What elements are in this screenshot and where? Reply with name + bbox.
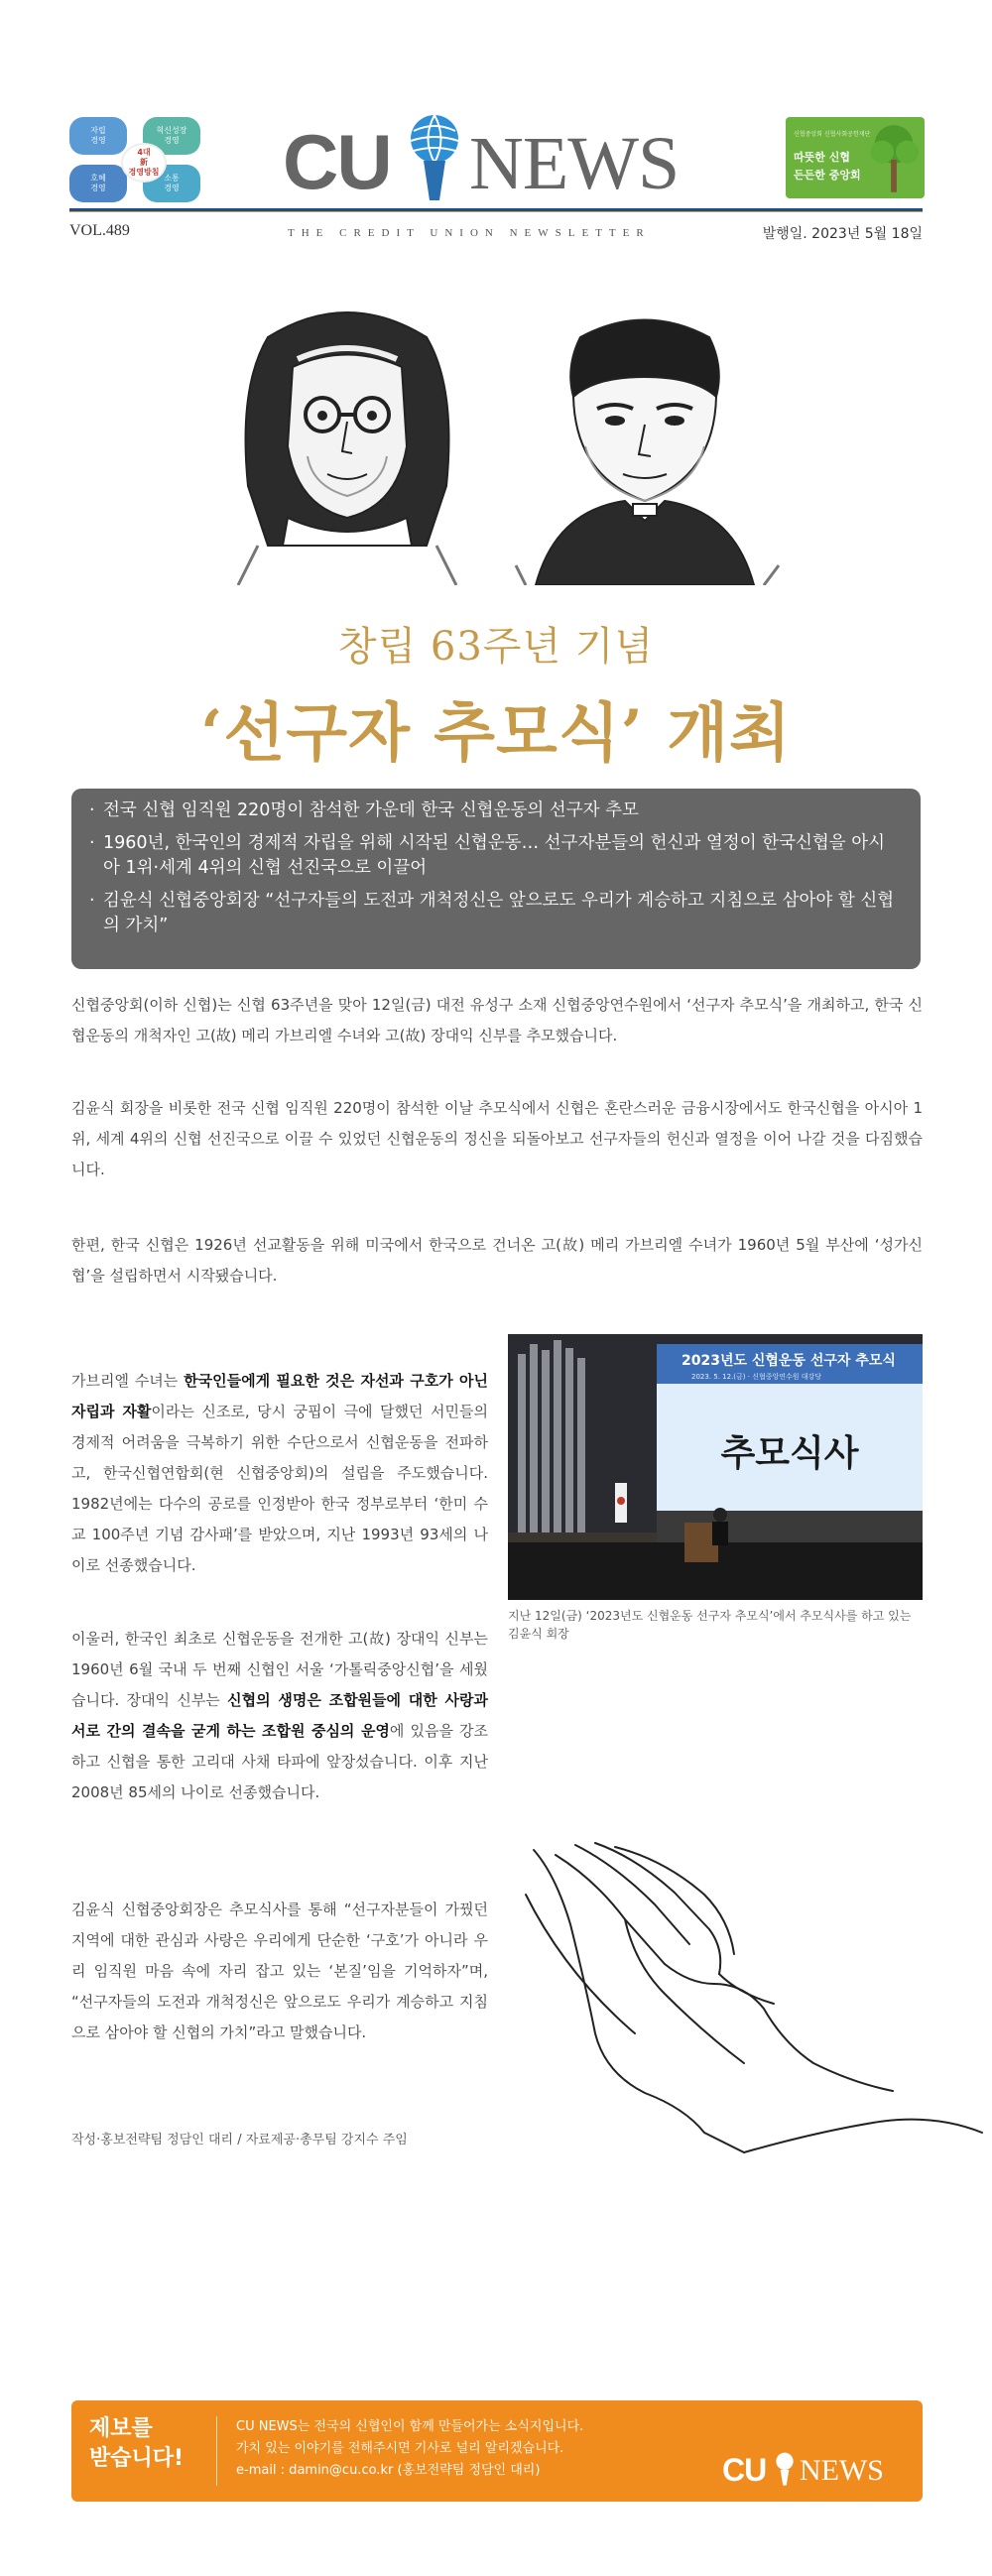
badge-reciprocity: 호혜 경영	[69, 165, 127, 202]
body-paragraph-2: 김윤식 회장을 비롯한 전국 신협 임직원 220명이 참석한 이날 추모식에서 신협은 혼란스러운 금융시장에서도 한국신협을 아시아 1위, 세계 4위의 신협 선진국으로 이끌 수 있었던 신협운동의 정신을 되돌아보고 선구자들의 헌신과 열정을 이어 나갈 것을 다짐했습니다.	[71, 1099, 923, 1178]
pioneers-portrait-illustration	[198, 298, 794, 585]
summary-item: · 전국 신협 임직원 220명이 참석한 가운데 한국 신협운동의 선구자 추모	[89, 798, 897, 823]
badge-communication: 소통 경영	[143, 165, 200, 202]
memorial-event-photo[interactable]	[508, 1334, 923, 1600]
badge-innovation: 혁신성장 경영	[143, 117, 200, 155]
text-run: 이라는 신조로, 당시 궁핍이 극에 달했던 서민들의 경제적 어려움을 극복하기 위한 수단으로서 신협운동을 전파하고, 한국신협연합회(현 신협중앙회)의 설립을 주도했습니다. 1982년에는 다수의 공로를 인정받아 한국 정부로부터 ‘한미 수교 100주년 기념 감사패’를 받았으며, 지난 1993년 93세의 나이로 선종했습니다.	[71, 1403, 488, 1574]
footer-title-line1: 제보를	[89, 2416, 153, 2441]
banner-small-text: 신협중앙회 신협사회공헌재단	[794, 131, 871, 138]
footer-divider	[216, 2416, 217, 2486]
globe-microphone-icon	[400, 111, 469, 206]
header-rule-accent	[69, 211, 923, 212]
tree-icon	[865, 119, 923, 196]
management-policy-badges	[69, 117, 218, 206]
column-paragraph-gabriel	[71, 1366, 488, 1581]
badge-self-reliance: 자립 경영	[69, 117, 127, 155]
footer-logo-news: NEWS	[800, 2454, 884, 2487]
newsletter-header	[0, 0, 992, 258]
nun-portrait	[238, 312, 456, 585]
logo-cu-text: CU	[283, 118, 391, 205]
banner-line1: 따뜻한 신협	[794, 151, 850, 164]
volume-number: VOL.489	[69, 222, 130, 239]
article-credit: 작성·홍보전략팀 정담인 대리 / 자료제공·총무팀 강지수 주임	[71, 2133, 408, 2147]
footer-logo-cu: CU	[722, 2452, 767, 2488]
footer-title-line2: 받습니다!	[89, 2446, 185, 2471]
summary-box	[71, 789, 921, 969]
screen-main-text: 추모식사	[720, 1433, 859, 1474]
screen-top-text: 2023년도 신협운동 선구자 추모식	[682, 1353, 896, 1369]
article-subtitle: 창립 63주년 기념	[337, 624, 655, 670]
summary-item: · 김윤식 신협중앙회장 “선구자들의 도전과 개척정신은 앞으로도 우리가 계승하고 지침으로 삼아야 할 신협의 가치”	[89, 889, 897, 938]
logo-news-text: NEWS	[469, 122, 680, 205]
photo-caption: 지난 12일(금) ‘2023년도 신협운동 선구자 추모식’에서 추모식사를 하고 있는 김윤식 회장	[508, 1609, 912, 1641]
article-title: ‘선구자 추모식’ 개최	[200, 696, 792, 771]
footer-line1: CU NEWS는 전국의 신협인이 함께 만들어가는 소식지입니다.	[236, 2419, 584, 2434]
banner-line2: 든든한 중앙회	[794, 169, 861, 182]
footer-text	[236, 2416, 583, 2482]
footer-title	[89, 2414, 184, 2474]
body-paragraph-1: 신협중앙회(이하 신협)는 신협 63주년을 맞아 12일(금) 대전 유성구 소재 신협중앙연수원에서 ‘선구자 추모식’을 개최하고, 한국 신협운동의 개척자인 고(故) 메리 가브리엘 수녀와 고(故) 장대익 신부를 추모했습니다.	[71, 996, 923, 1044]
cooperation-banner[interactable]	[786, 117, 925, 198]
column-paragraph-jang	[71, 1624, 488, 1808]
publish-date: 발행일. 2023년 5월 18일	[762, 226, 923, 242]
emphasis-text: 한국인들에게 필요한 것은 자선과 구호가 아닌 자립과 자활	[71, 1372, 488, 1420]
priest-portrait	[516, 320, 779, 586]
screen-small-text: 2023. 5. 12.(금) · 신협중앙연수원 대강당	[691, 1373, 822, 1381]
footer-microphone-icon	[772, 2450, 798, 2490]
tip-submission-footer	[71, 2400, 923, 2502]
footer-email[interactable]: e-mail : damin@cu.co.kr (홍보전략팀 정담인 대리)	[236, 2463, 541, 2478]
body-paragraph-3: 한편, 한국 신협은 1926년 선교활동을 위해 미국에서 한국으로 건너온 고(故) 메리 가브리엘 수녀가 1960년 5월 부산에 ‘성가신협’을 설립하면서 시작됐습니다.	[71, 1236, 923, 1285]
footer-line2: 가치 있는 이야기를 전해주시면 기사로 널리 알리겠습니다.	[236, 2441, 564, 2456]
badge-center-policy: 4대 新 경영방침	[121, 143, 167, 183]
cu-news-logo[interactable]	[283, 111, 709, 210]
summary-item: · 1960년, 한국인의 경제적 자립을 위해 시작된 신협운동… 선구자분들의 헌신과 열정이 한국신협을 아시아 1위·세계 4위의 신협 선진국으로 이끌어	[89, 831, 897, 881]
emphasis-text: 신협의 생명은 조합원들에 대한 사랑과 서로 간의 결속을 굳게 하는 조합원 중심의 운영	[71, 1691, 489, 1740]
text-run: 가브리엘 수녀는	[71, 1372, 185, 1390]
footer-cu-news-logo[interactable]	[722, 2450, 911, 2494]
text-run: 이울러, 한국인 최초로 신협운동을 전개한 고(故) 장대익 신부는 1960년 6월 국내 두 번째 신협인 서울 ‘가톨릭중앙신협’을 세웠습니다. 장대익 신부는	[71, 1630, 488, 1709]
column-paragraph-speech: 김윤식 신협중앙회장은 추모식사를 통해 “선구자분들이 가꿨던 지역에 대한 관심과 사랑은 우리에게 단순한 ‘구호’가 아니라 우리 임직원 마음 속에 자리 잡고 있는 ‘본질’임을 기억하자”며, “선구자들의 도전과 개척정신은 앞으로도 우리가 계승하고 지침으로 삼아야 할 신협의 가치”라고 말했습니다.	[71, 1901, 488, 2041]
text-run: 에 있음을 강조하고 신협을 통한 고리대 사채 타파에 앞장섰습니다. 이후 지난 2008년 85세의 나이로 선종했습니다.	[71, 1722, 488, 1801]
newsletter-tagline: THE CREDIT UNION NEWSLETTER	[288, 227, 651, 239]
praying-hands-illustration	[516, 1835, 992, 2162]
